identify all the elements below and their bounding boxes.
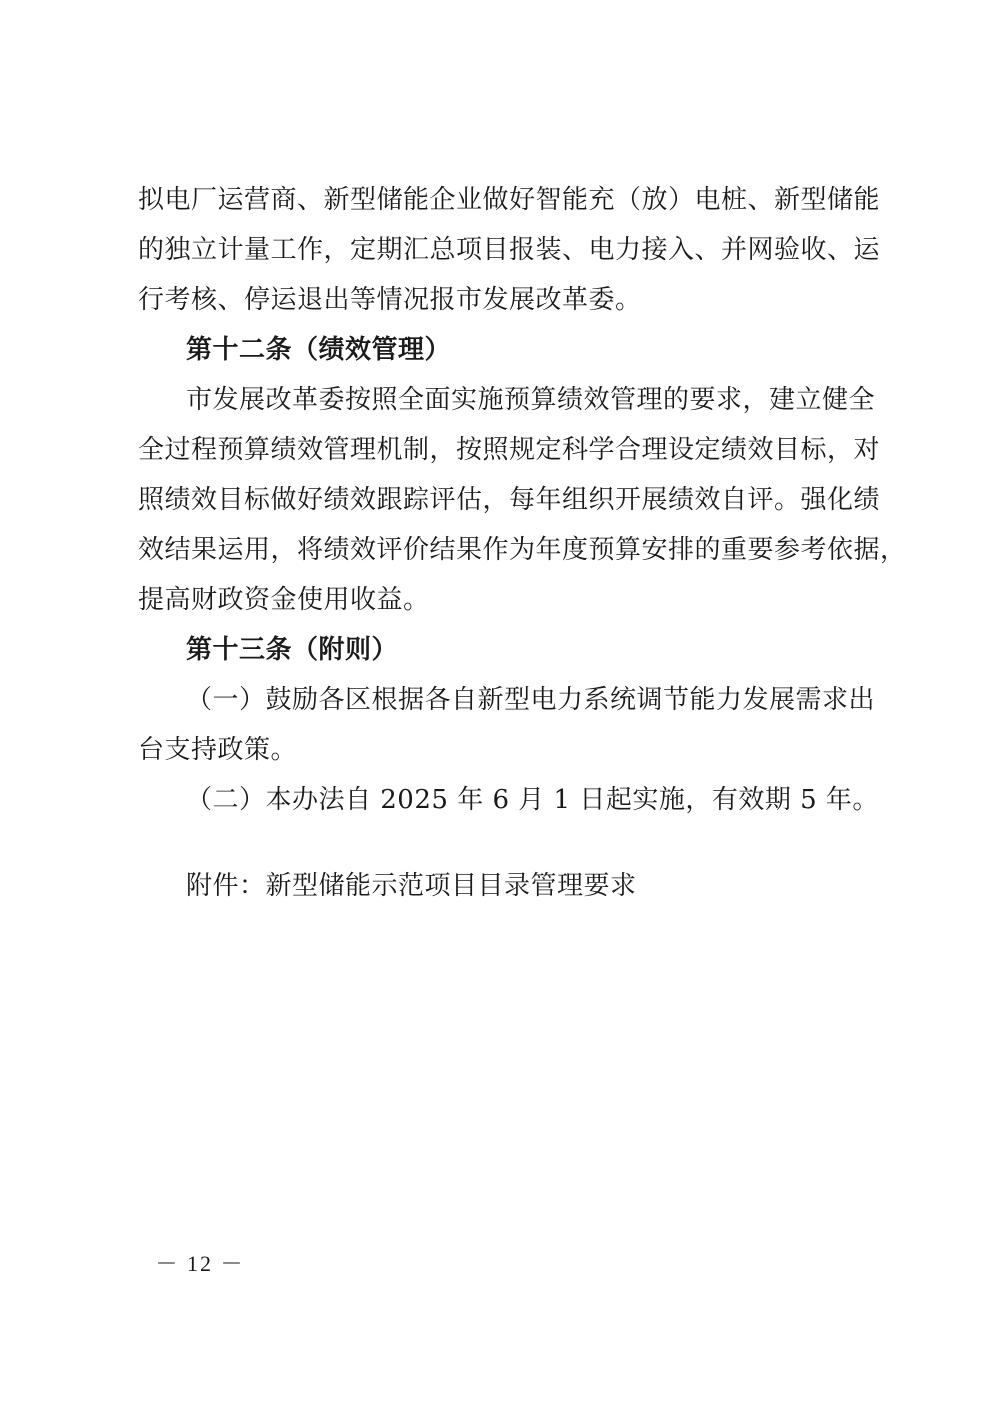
paragraph-line: 行考核、停运退出等情况报市发展改革委。 xyxy=(138,285,642,315)
paragraph-line: 的独立计量工作，定期汇总项目报装、电力接入、并网验收、运 xyxy=(138,235,881,265)
page-number: － 12 － xyxy=(155,1251,245,1276)
paragraph-line: 提高财政资金使用收益。 xyxy=(138,585,430,615)
paragraph-line: （一）鼓励各区根据各自新型电力系统调节能力发展需求出 xyxy=(186,685,876,715)
paragraph-line: 效结果运用，将绩效评价结果作为年度预算安排的重要参考依据， xyxy=(138,535,907,565)
paragraph-line: 市发展改革委按照全面实施预算绩效管理的要求，建立健全 xyxy=(186,385,876,415)
paragraph-line: （二）本办法自 2025 年 6 月 1 日起实施，有效期 5 年。 xyxy=(186,785,879,815)
paragraph-line: 照绩效目标做好绩效跟踪评估，每年组织开展绩效自评。强化绩 xyxy=(138,485,881,515)
article-12-heading: 第十二条（绩效管理） xyxy=(186,335,452,365)
paragraph-line: 拟电厂运营商、新型储能企业做好智能充（放）电桩、新型储能 xyxy=(138,185,881,215)
attachment-line: 附件：新型储能示范项目目录管理要求 xyxy=(186,871,637,901)
article-13-heading: 第十三条（附则） xyxy=(186,635,399,665)
paragraph-line: 全过程预算绩效管理机制，按照规定科学合理设定绩效目标，对 xyxy=(138,435,881,465)
paragraph-line: 台支持政策。 xyxy=(138,735,298,765)
